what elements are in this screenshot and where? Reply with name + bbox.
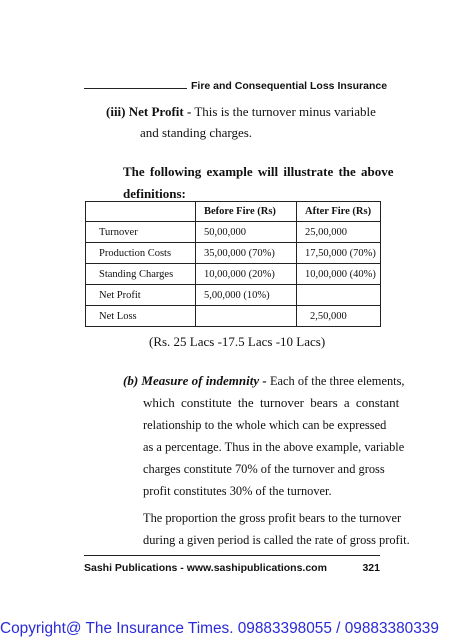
indemnity-term: Measure of indemnity - <box>141 373 267 388</box>
table-cell: Turnover <box>86 222 196 243</box>
header-rule <box>84 88 187 89</box>
table-cell: 50,00,000 <box>196 222 297 243</box>
table-cell: Standing Charges <box>86 264 196 285</box>
indemnity-text: Each of the three elements, <box>269 374 405 388</box>
copyright-watermark: Copyright@ The Insurance Times. 09883398055 / 09883380339 <box>0 620 439 637</box>
table-cell: 35,00,000 (70%) <box>196 243 297 264</box>
table-header-cell <box>86 202 196 222</box>
indemnity-line-5: charges constitute 70% of the turnover and gross <box>143 462 385 476</box>
net-profit-line-2: and standing charges. <box>140 125 253 140</box>
net-profit-term: Net Profit - <box>128 104 192 119</box>
calculation-note: (Rs. 25 Lacs -17.5 Lacs -10 Lacs) <box>149 334 326 349</box>
running-header: Fire and Consequential Loss Insurance <box>191 80 388 92</box>
footer-publisher: Sashi Publications - www.sashipublications.com <box>84 562 327 574</box>
table-cell: 25,00,000 <box>297 222 381 243</box>
table-header-cell: Before Fire (Rs) <box>196 202 297 222</box>
net-profit-definition: This is the turnover minus variable <box>194 104 376 119</box>
intro-line-2: definitions: <box>123 186 186 201</box>
page-number: 321 <box>362 562 380 574</box>
table-cell <box>297 285 381 306</box>
intro-line-1: The following example will illustrate the above <box>123 164 394 179</box>
table-row <box>86 285 381 306</box>
table-row <box>86 222 381 243</box>
indemnity-line-2: which constitute the turnover bears a constant <box>143 395 400 410</box>
table-cell: 2,50,000 <box>297 306 381 327</box>
table-header-row <box>86 202 381 222</box>
table-cell: Production Costs <box>86 243 196 264</box>
table-cell: 17,50,000 (70%) <box>297 243 381 264</box>
indemnity-line-3: relationship to the whole which can be expressed <box>143 418 387 432</box>
indemnity-marker: (b) <box>123 373 139 388</box>
table-cell: 10,00,000 (40%) <box>297 264 381 285</box>
gross-profit-line-2: during a given period is called the rate of gross profit. <box>143 533 410 547</box>
table-row <box>86 306 381 327</box>
indemnity-line-4: as a percentage. Thus in the above example, variable <box>143 440 405 454</box>
table-header-cell: After Fire (Rs) <box>297 202 381 222</box>
table-row <box>86 243 381 264</box>
table-cell: 5,00,000 (10%) <box>196 285 297 306</box>
table-cell <box>196 306 297 327</box>
net-profit-line-1 <box>106 101 376 123</box>
table-row <box>86 264 381 285</box>
net-profit-marker: (iii) <box>106 104 126 119</box>
table-cell: Net Profit <box>86 285 196 306</box>
fire-comparison-table <box>85 201 381 327</box>
gross-profit-line-1: The proportion the gross profit bears to the turnover <box>143 511 402 525</box>
indemnity-line-6: profit constitutes 30% of the turnover. <box>143 484 332 498</box>
table-cell: 10,00,000 (20%) <box>196 264 297 285</box>
indemnity-line-1 <box>123 370 405 392</box>
footer-rule <box>84 555 380 556</box>
table-cell: Net Loss <box>86 306 196 327</box>
